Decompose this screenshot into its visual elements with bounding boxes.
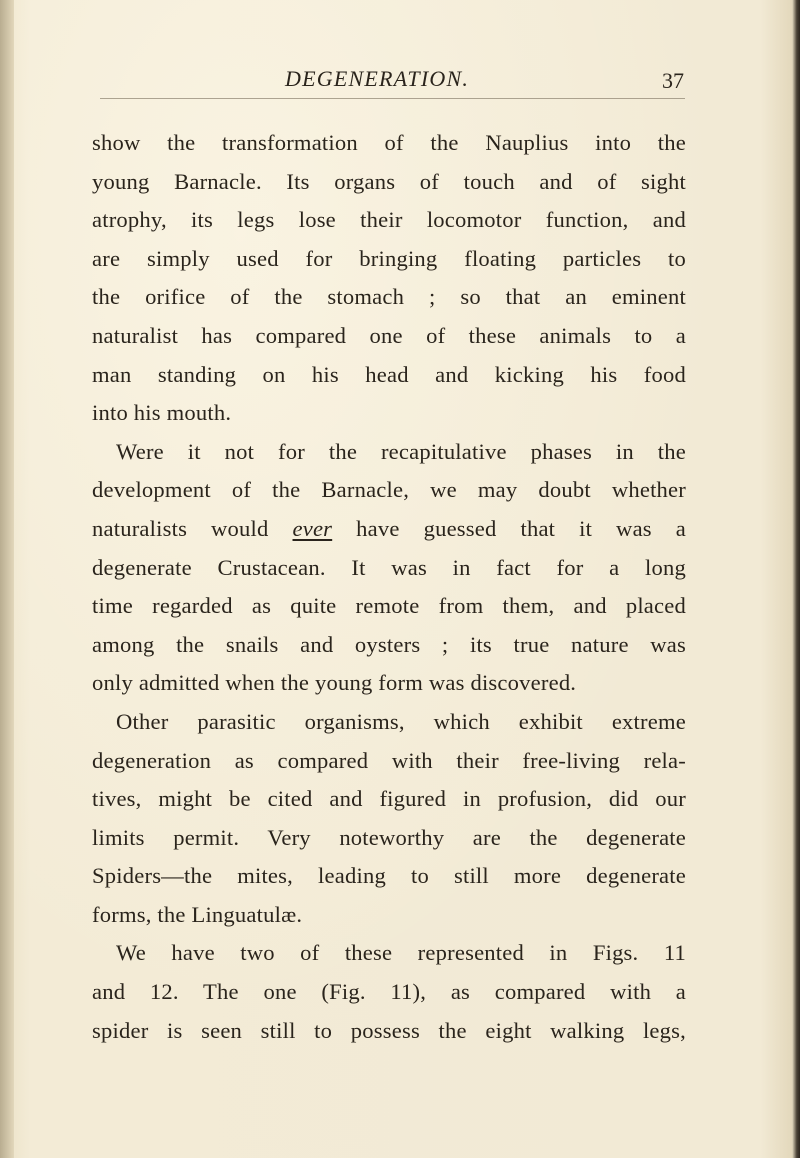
- text-line: spider is seen still to possess the eight walking legs,: [92, 1017, 686, 1043]
- text-line: degenerate Crustacean. It was in fact for a long: [92, 554, 686, 580]
- text-line: degeneration as compared with their free-living rela-: [92, 747, 686, 773]
- page-edge-shadow: [792, 0, 800, 1158]
- text-line: limits permit. Very noteworthy are the degenerate: [92, 824, 686, 850]
- page-gutter-shadow: [0, 0, 14, 1158]
- text-line: show the transformation of the Nauplius into the: [92, 130, 686, 155]
- text-line: Other parasitic organisms, which exhibit extreme: [116, 708, 686, 734]
- text-line: into his mouth.: [92, 400, 232, 426]
- text-line-with-emphasis: [92, 510, 686, 549]
- text-line: time regarded as quite remote from them, and placed: [92, 593, 686, 619]
- text-line: atrophy, its legs lose their locomotor function, and: [92, 207, 686, 233]
- text-line: development of the Barnacle, we may doubt whether: [92, 477, 686, 503]
- text-line: and 12. The one (Fig. 11), as compared with a: [92, 979, 686, 1005]
- text-line: Were it not for the recapitulative phases in the: [116, 438, 686, 464]
- page-header: [90, 66, 690, 100]
- text-line: man standing on his head and kicking his food: [92, 361, 686, 387]
- text-line: are simply used for bringing floating particles to: [92, 245, 686, 271]
- text-line: only admitted when the young form was discovered.: [92, 670, 577, 696]
- text-fragment: have guessed that it was a: [332, 515, 686, 541]
- text-line: young Barnacle. Its organs of touch and of sight: [92, 168, 686, 194]
- header-rule: [100, 98, 685, 99]
- text-fragment: naturalists would: [92, 515, 293, 541]
- emphasized-word: ever: [292, 515, 333, 541]
- text-line: Spiders—the mites, leading to still more degenerate: [92, 863, 686, 889]
- text-line: forms, the Linguatulæ.: [92, 901, 303, 927]
- text-line: naturalist has compared one of these animals to a: [92, 322, 686, 348]
- text-line: tives, might be cited and figured in profusion, did our: [92, 786, 686, 812]
- text-line: the orifice of the stomach ; so that an eminent: [92, 284, 686, 310]
- running-title: DEGENERATION.: [285, 66, 470, 91]
- text-line: We have two of these represented in Figs. 11: [116, 940, 686, 966]
- text-line: among the snails and oysters ; its true nature was: [92, 631, 686, 657]
- body-text: [92, 124, 686, 1050]
- page-number: 37: [662, 68, 684, 93]
